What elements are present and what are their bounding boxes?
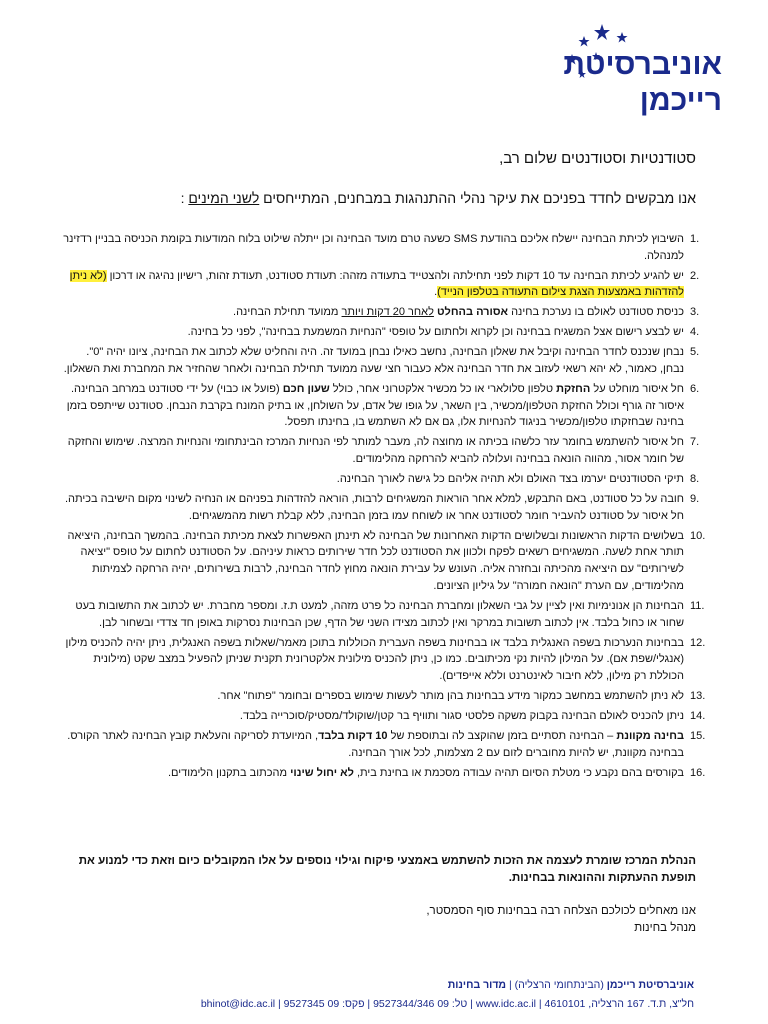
rule-text-part: , המיועדת לסריקה והעלאת קובץ הבחינה לאתר הקורס. בבחינה מקוונת, יש להיות מחוברים לזום עם 2 מצלמות, לכל אורך הבחינה. — [67, 729, 684, 759]
rule-text — [60, 688, 684, 705]
rule-text — [60, 765, 684, 782]
rule-text — [60, 434, 684, 468]
rule-text-part: בקורסים בהם נקבע כי מטלת הסיום תהיה עבודה מסכמת או בחינת בית, — [353, 766, 684, 779]
bold-text: 10 דקות בלבד — [318, 729, 388, 742]
rule-number: 10. — [690, 529, 706, 542]
university-logo — [562, 30, 722, 117]
rule-item — [60, 231, 714, 265]
rule-text-part: תיקי הסטודנטים יערמו בצד האולם ולא תהיה אליהם כל גישה לאורך הבחינה. — [336, 473, 684, 486]
rule-item — [60, 381, 714, 431]
rule-number: 13. — [690, 690, 706, 703]
rule-number: 3. — [690, 306, 700, 319]
rule-number: 7. — [690, 436, 700, 449]
signature: מנהל בחינות — [634, 922, 696, 934]
rule-text — [60, 528, 684, 595]
rule-text-part: בשלושים הדקות הראשונות ובשלושים הדקות האחרונות של הבחינה לא תינתן האפשרות לצאת מכיתת הבחינה. בהמשך הבחינה, היציאה תותר אחת לשעה. המשגיחים רשאים לפקח ולכוון את הסטודנט לכל חדר שירותים כראות עיניהם. על הסטודנט לחתום על טופס "יציאה לשירותים" עם היציאה מהכיתה ובחזרה אליה. העונש על עבירת הונאה מחוץ לחדר הבחינה, לרבות בשירותים, יהיה הרחקה לצמיתות מהלימודים, עם הערת "הונאה חמורה" על גיליון הציונים. — [67, 529, 684, 592]
rule-item — [60, 324, 714, 341]
rule-text-part: ממועד תחילת הבחינה. — [233, 306, 342, 319]
rule-number: 9. — [690, 492, 700, 505]
rule-number: 1. — [690, 233, 700, 245]
rule-text — [60, 324, 684, 341]
underlined-text: לאחר 20 דקות ויותר — [341, 306, 434, 319]
rule-text — [60, 491, 684, 525]
rule-item — [60, 344, 714, 378]
rule-text-part: נבחן שנכנס לחדר הבחינה וקיבל את שאלון הבחינה, נחשב כאילו נבחן במועד זה. היה והחליט שלא לכתוב את הבחינה, ציונו יהיה "0". נבחן, כאמור, לא יהא רשאי לעזוב את חדר הבחינה אלא כעבור חצי שעה ממועד תחילת הבחינה ולאחר שהחזיר את המחברת ואת השאלון. — [63, 346, 684, 375]
rule-text-part: לא ניתן להשתמש במחשב כמקור מידע בבחינות בהן מותר לעשות שימוש בספרים ובחומר "פתוח" אחר. — [217, 690, 684, 703]
rule-text-part: בבחינות הנערכות בשפה האנגלית בלבד או בבחינות בשפה העברית הכוללות בתוכן מאמר/שאלות בשפה האנגלית, ניתן יהיה להכניס מילון (אנגלי/שפת אם). על המילון להיות נקי מכיתובים. כמו כן, ניתן להכניס מילונית אלקטרונית תקנית שניתן להפעיל במצב שקט (מילונית הכוללת רק מילון, ללא חיבור לאינטרנט וללא אייפדים). — [65, 636, 684, 683]
rules-list — [60, 231, 714, 784]
rule-item — [60, 434, 714, 468]
rule-text — [60, 728, 684, 762]
rule-text-part: יש לבצע רישום אצל המשגיח בבחינה וכן לקרוא ולחתום על טופסי "הנחיות המשמעת בבחינה", לפני כל בחינה. — [187, 326, 684, 339]
rule-text-part: טלפון סלולארי או כל מכשיר אלקטרוני אחר, כולל — [329, 382, 557, 395]
rule-number: 6. — [690, 382, 700, 395]
rule-item — [60, 688, 714, 705]
closing-wishes: אנו מאחלים לכולכם הצלחה רבה בבחינות סוף הסמסטר, — [426, 905, 696, 917]
rule-text-part: חל איסור להשתמש בחומר עזר כלשהו בכיתה או מחוצה לה, מעבר למותר לפי הנחיות המרכז הבינתחומי והנחיות המרצה. שימוש והחזקה של חומר אסור, מהווה הונאה בבחינה ועלולה להביא להרחקה מהלימודים. — [67, 436, 684, 466]
rule-text-part: השיבוץ לכיתת הבחינה יישלח אליכם בהודעת SMS כשעה טרם מועד הבחינה וכן ייתלה שילוט בלוח המודעות בקומת הכניסה בבניין רדזינר למנהלה. — [63, 233, 684, 262]
bold-text: לא יחול שינוי — [290, 766, 354, 779]
rule-text-part: – הבחינה תסתיים בזמן שהוקצב לה ובתוספת של — [387, 729, 617, 742]
footer-brand: אוניברסיטת רייכמן — [606, 979, 694, 991]
rule-text-part: הבחינות הן אנונימיות ואין לציין על גבי השאלון ומחברת הבחינה כל פרט מזהה, למעט ת.ז. ומספר מחברת. יש לכתוב את התשובות בעט שחור או כחול בלבד. אין לכתוב תשובות במרקר ואין לכתוב מצידו השני של הדף, שכן הבחינות נסרקות באופן חד צדדי ובשחור לבן. — [75, 599, 684, 629]
bold-text: החזקת — [556, 382, 591, 395]
rule-number: 11. — [690, 599, 705, 612]
rule-text — [60, 708, 684, 725]
footer-department: מדור בחינות — [447, 979, 507, 991]
rule-item — [60, 635, 714, 685]
rule-text-part: יש להגיע לכיתת הבחינה עד 10 דקות לפני תחילתה ולהצטייד בתעודה מזהה: תעודת סטודנט, תעודת זהות, רישיון נהיגה או דרכון — [106, 269, 684, 282]
rule-item — [60, 304, 714, 321]
footer-brand-sub: (הבינתחומי הרצליה) | — [506, 979, 607, 991]
bold-text: בחינה מקוונת — [616, 729, 684, 742]
rule-text-part: חל איסור מוחלט על — [590, 382, 684, 395]
rule-item — [60, 528, 714, 595]
rule-text — [60, 381, 684, 431]
rule-text-part: . — [434, 286, 438, 299]
rule-text — [60, 598, 684, 632]
intro-prefix: אנו מבקשים לחדד בפניכם את עיקר נהלי ההתנהגות במבחנים, המתייחסים — [259, 190, 696, 206]
rule-text-part: חובה על כל סטודנט, באם התבקש, למלא אחר הוראות המשגיחים לרבות, הוראה להזדהות בפניהם או הנחיה לשינוי מקום הישיבה בכיתה. חל איסור על סטודנט להעביר חומר לסטודנט אחר או לשוחח עמו בזמן הבחינה, ללא קבלת רשות מהמשגיחים. — [64, 492, 684, 522]
rule-text — [60, 231, 684, 265]
rule-item — [60, 268, 714, 302]
rule-text-part: כניסת סטודנט לאולם בו נערכת בחינה — [508, 306, 684, 319]
logo-line-1: אוניברסיטת — [563, 48, 722, 81]
intro-suffix: : — [180, 190, 189, 206]
rule-item — [60, 728, 714, 762]
rule-text — [60, 268, 684, 302]
intro-line — [60, 190, 696, 206]
rule-number: 4. — [690, 326, 700, 339]
closing — [426, 903, 696, 937]
highlighted-text: (לא ניתן להזדהות באמצעות הצגת צילום התעודה בטלפון הנייד) — [69, 269, 684, 299]
rule-item — [60, 765, 714, 782]
rule-text — [60, 471, 684, 488]
intro-underlined: לשני המינים — [188, 190, 260, 206]
rule-text-part: (פועל או כבוי) על ידי סטודנט במרחב הבחינה. איסור זה גורף וכולל החזקת הטלפון/מכשיר, בין השאר, על גופו של אדם, על השולחן, או בתיק המונח בקרבת הנבחן. סטודנט שייתפס בזמן בחינה שבחזקתו טלפון/מכשיר בניגוד להנחיות אלו, גם אם לא השתמש בו, בחינתו תפסל. — [66, 382, 684, 429]
rule-item — [60, 491, 714, 525]
bold-text: שעון חכם — [282, 382, 330, 395]
management-notice: הנהלת המרכז שומרת לעצמה את הזכות להשתמש באמצעי פיקוח וגילוי נוספים על אלו המקובלים כיום וזאת כדי למנוע את תופעת ההעתקות וההונאות בבחינות. — [78, 855, 696, 884]
rule-text-part: מהכתוב בתקנון הלימודים. — [168, 766, 291, 779]
footer — [60, 976, 694, 1014]
bold-text: אסורה בהחלט — [436, 306, 509, 319]
rule-number: 12. — [690, 636, 706, 649]
rule-item — [60, 598, 714, 632]
rule-text-part: ניתן להכניס לאולם הבחינה בקבוק משקה פלסטי סגור ותוויף בר קטן/שוקולד/מסטיק/סוכרייה בלבד. — [239, 709, 684, 722]
rule-number: 5. — [690, 346, 700, 359]
footer-contact-line: חל"צ, ת.ד. 167 הרצליה, 4610101 | www.idc.ac.il | טל: 09 9527344/346 | פקס: 09 9527345 | bhinot@idc.ac.il — [200, 998, 694, 1010]
greeting: סטודנטיות וסטודנטים שלום רב, — [499, 150, 696, 167]
rule-text — [60, 344, 684, 378]
rule-number: 15. — [690, 729, 706, 742]
rule-number: 2. — [690, 269, 700, 282]
rule-item — [60, 708, 714, 725]
logo-line-2: רייכמן — [639, 84, 722, 117]
rule-text — [60, 304, 684, 321]
rule-number: 8. — [690, 473, 700, 486]
rule-item — [60, 471, 714, 488]
rule-number: 14. — [690, 709, 706, 722]
footer-line-1 — [60, 976, 694, 995]
rule-text — [60, 635, 684, 685]
rule-number: 16. — [690, 766, 706, 779]
